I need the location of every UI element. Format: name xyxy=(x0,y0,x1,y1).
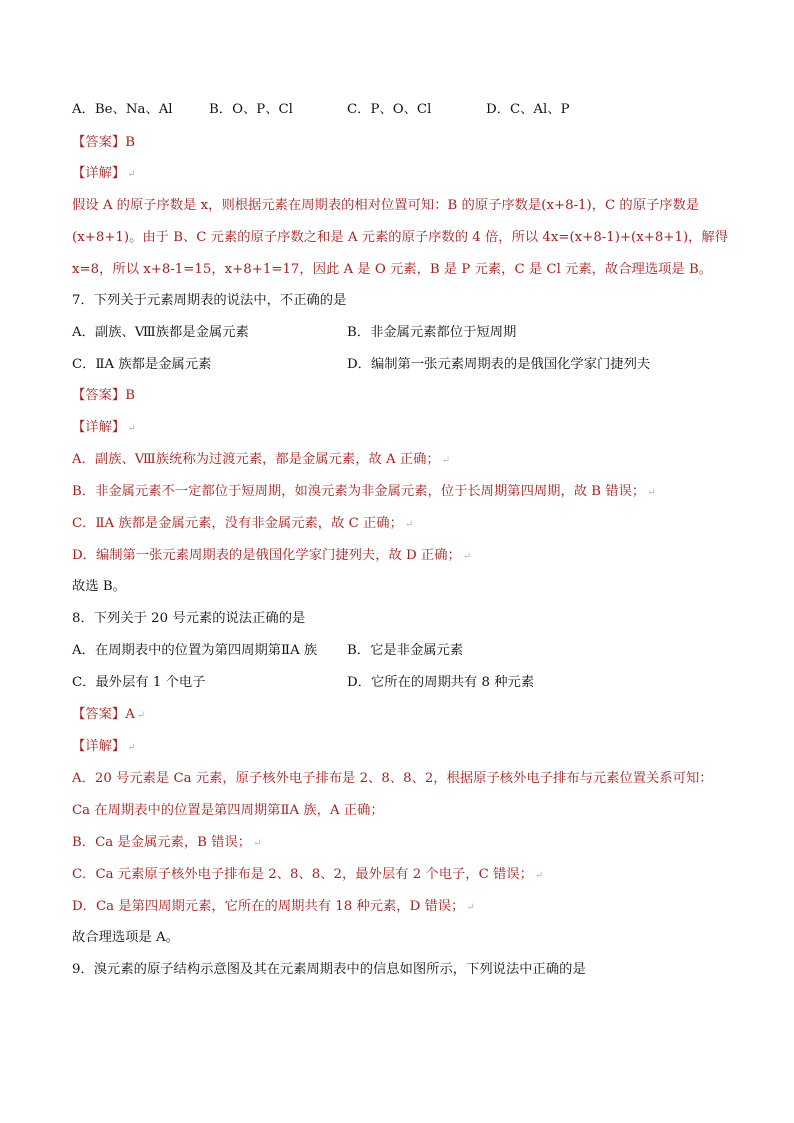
q7-option-b: B．非金属元素都位于短周期 xyxy=(347,325,517,340)
explain-text: D．Ca 是第四周期元素，它所在的周期共有 18 种元素，D 错误； xyxy=(72,899,465,914)
q8-option-b: B．它是非金属元素 xyxy=(347,643,464,658)
q6-explain-line-2: (x+8+1)。由于 B、C 元素的原子序数之和是 A 元素的原子序数的 4 倍，所以 4x=(x+8-1)+(x+8+1)，解得 xyxy=(72,230,729,245)
q7-explain-line-3 xyxy=(72,515,734,534)
paragraph-mark-icon: ↵ xyxy=(441,455,451,466)
explain-text: A．副族、Ⅷ族统称为过渡元素，都是金属元素，故 A 正确； xyxy=(72,452,440,467)
paragraph-mark-icon: ↵ xyxy=(404,519,414,530)
explain-text: B．非金属元素不一定都位于短周期，如溴元素为非金属元素，位于长周期第四周期，故 B 错误； xyxy=(72,484,646,499)
explain-text: C．ⅡA 族都是金属元素，没有非金属元素，故 C 正确； xyxy=(72,516,403,531)
q7-stem: 7．下列关于元素周期表的说法中，不正确的是 xyxy=(72,293,347,308)
q8-answer-line xyxy=(72,706,734,725)
q7-option-a: A．副族、Ⅷ族都是金属元素 xyxy=(72,325,249,340)
answer-label: 【答案】 xyxy=(72,135,126,150)
q6-explain-line-3: x=8，所以 x+8-1=15，x+8+1=17，因此 A 是 O 元素，B 是 P 元素，C 是 Cl 元素，故合理选项是 B。 xyxy=(72,262,713,277)
answer-label: 【答案】 xyxy=(72,707,126,722)
detail-label: 【详解】 xyxy=(72,166,126,181)
q6-option-c: C．P、O、Cl xyxy=(347,102,432,117)
paragraph-mark-icon: ↵ xyxy=(253,838,262,849)
paragraph-mark-icon: ↵ xyxy=(534,870,544,881)
q9-stem: 9．溴元素的原子结构示意图及其在元素周期表中的信息如图所示，下列说法中正确的是 xyxy=(72,962,586,977)
paragraph-mark-icon: ↵ xyxy=(136,710,146,721)
q8-explain-line-3 xyxy=(72,834,734,853)
q7-conclusion: 故选 B。 xyxy=(72,579,126,594)
q8-detail-label xyxy=(72,738,734,757)
q6-answer-line xyxy=(72,134,734,152)
q7-option-c: C．ⅡA 族都是金属元素 xyxy=(72,357,212,372)
paragraph-mark-icon: ↵ xyxy=(647,487,656,498)
q6-option-b: B．O、P、Cl xyxy=(209,102,293,117)
q8-option-a: A．在周期表中的位置为第四周期第ⅡA 族 xyxy=(72,643,318,658)
explain-text: D．编制第一张元素周期表的是俄国化学家门捷列夫，故 D 正确； xyxy=(72,548,461,563)
q8-conclusion: 故合理选项是 A。 xyxy=(72,930,179,945)
q7-detail-label xyxy=(72,419,734,438)
q8-explain-line-4 xyxy=(72,866,734,885)
answer-label: 【答案】 xyxy=(72,388,126,403)
explain-text: C．Ca 元素原子核外电子排布是 2、8、8、2，最外层有 2 个电子，C 错误； xyxy=(72,867,533,882)
detail-label: 【详解】 xyxy=(72,420,126,435)
q6-option-d: D．C、Al、P xyxy=(486,102,570,117)
answer-value: B xyxy=(125,135,135,150)
paragraph-mark-icon: ↵ xyxy=(462,551,472,562)
q6-option-a: A．Be、Na、Al xyxy=(72,102,173,117)
q7-answer-line xyxy=(72,387,734,405)
answer-value: B xyxy=(125,388,135,403)
q6-explain-line-1: 假设 A 的原子序数是 x，则根据元素在周期表的相对位置可知：B 的原子序数是(x+8-1)，C 的原子序数是 xyxy=(72,198,700,213)
q8-option-d: D．它所在的周期共有 8 种元素 xyxy=(347,675,535,690)
q8-explain-line-5 xyxy=(72,898,734,917)
paragraph-mark-icon: ↵ xyxy=(127,423,136,434)
q7-explain-line-1 xyxy=(72,451,734,470)
q8-explain-line-2: Ca 在周期表中的位置是第四周期第ⅡA 族，A 正确； xyxy=(72,803,384,818)
explain-text: B．Ca 是金属元素，B 错误； xyxy=(72,835,252,850)
q7-explain-line-2 xyxy=(72,483,734,502)
q8-stem: 8．下列关于 20 号元素的说法正确的是 xyxy=(72,611,306,626)
paragraph-mark-icon: ↵ xyxy=(127,742,136,753)
paragraph-mark-icon: ↵ xyxy=(127,169,136,180)
detail-label: 【详解】 xyxy=(72,739,126,754)
q6-detail-label xyxy=(72,165,734,184)
paragraph-mark-icon: ↵ xyxy=(466,902,475,913)
q7-option-d: D．编制第一张元素周期表的是俄国化学家门捷列夫 xyxy=(347,357,651,372)
q8-explain-line-1: A．20 号元素是 Ca 元素，原子核外电子排布是 2、8、8、2，根据原子核外电子排布与元素位置关系可知： xyxy=(72,771,713,786)
q8-option-c: C．最外层有 1 个电子 xyxy=(72,675,206,690)
answer-value: A xyxy=(125,707,135,722)
q7-explain-line-4 xyxy=(72,547,734,566)
